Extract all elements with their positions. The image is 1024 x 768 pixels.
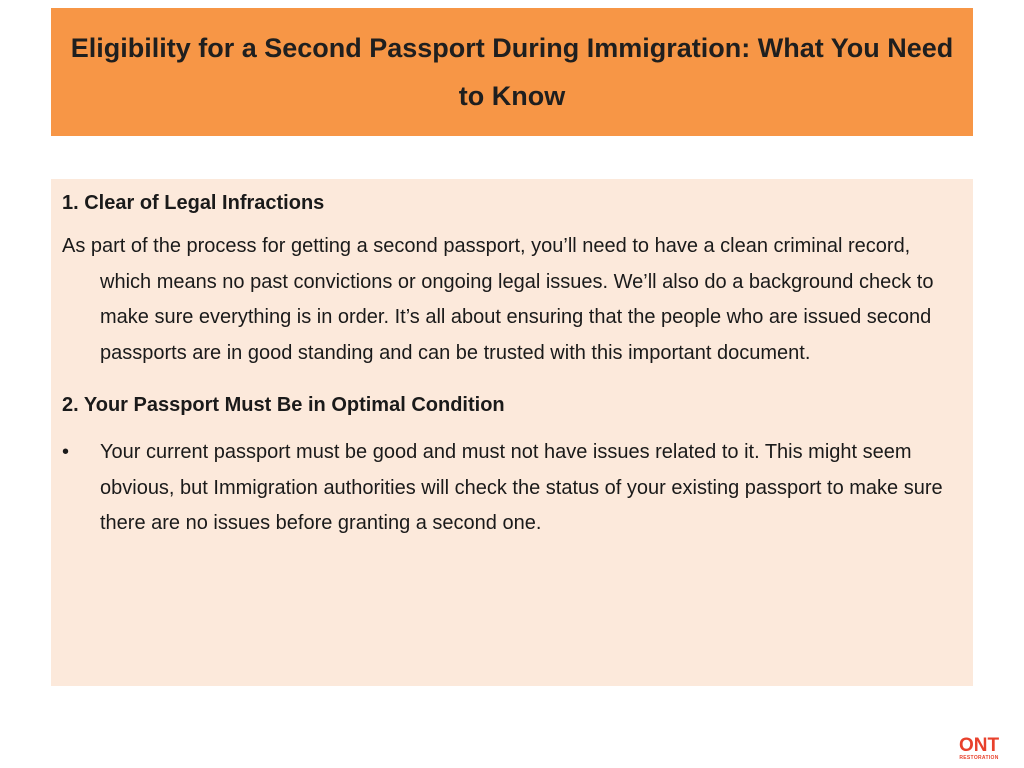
bullet-icon: • <box>62 441 70 463</box>
svg-text:ONT: ONT <box>958 735 1000 756</box>
bullet-item-passport <box>62 435 943 542</box>
svg-text:RESTORATION: RESTORATION <box>959 755 999 761</box>
section-body-legal: As part of the process for getting a second passport, you’ll need to have a clean criminal record, which means no past convictions or ongoing legal issues. We’ll also do a background check to make sure everything is in order. It’s all about ensuring that the people who are issued second passports are in good standing and can be trusted with this important document. <box>62 235 934 364</box>
content-box <box>51 179 973 686</box>
section-heading-legal: 1. Clear of Legal Infractions <box>62 192 325 214</box>
section-body-passport: Your current passport must be good and must not have issues related to it. This might seem obvious, but Immigration authorities will check the status of your existing passport to make sure there are no issues before granting a second one. <box>100 441 943 534</box>
page-title: Eligibility for a Second Passport During Immigration: What You Need to Know <box>70 33 954 111</box>
ont-restoration-logo <box>957 733 1001 761</box>
section-heading-passport: 2. Your Passport Must Be in Optimal Condition <box>62 394 505 416</box>
title-banner <box>51 8 973 136</box>
